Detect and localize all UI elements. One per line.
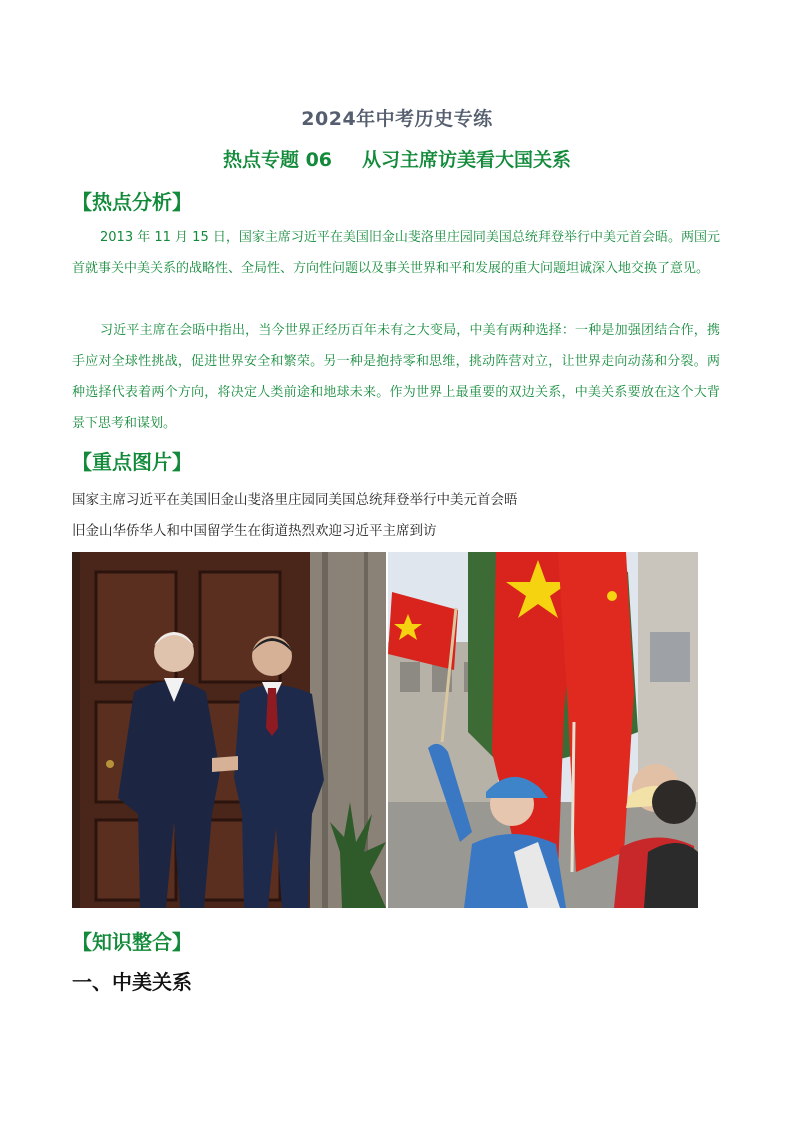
analysis-heading: 【热点分析】 — [72, 190, 192, 214]
document-title: 2024年中考历史专练 — [301, 108, 493, 130]
analysis-paragraph-2: 习近平主席在会晤中指出，当今世界正经历百年未有之大变局，中美有两种选择：一种是加强团结合作，携手应对全球性挑战，促进世界安全和繁荣。另一种是抱持零和思维，挑动阵营对立，让世界走向动荡和分裂。两种选择代表着两个方向，将决定人类前途和地球未来。作为世界上最重要的双边关系，中美关系要放在这个大背景下思考和谋划。 — [72, 323, 720, 431]
picture-caption-1: 国家主席习近平在美国旧金山斐洛里庄园同美国总统拜登举行中美元首会晤 — [72, 492, 518, 508]
topic-theme: 从习主席访美看大国关系 — [362, 149, 572, 171]
document-subtitle — [0, 145, 794, 172]
pictures-heading: 【重点图片】 — [72, 450, 192, 474]
section-title-china-us-relations: 一、中美关系 — [72, 970, 192, 994]
picture-caption-2: 旧金山华侨华人和中国留学生在街道热烈欢迎习近平主席到访 — [72, 523, 437, 539]
topic-number: 热点专题 06 — [222, 149, 333, 171]
photo-leaders-handshake — [72, 552, 386, 908]
knowledge-heading: 【知识整合】 — [72, 930, 192, 954]
photo-street-welcome-flags — [388, 552, 698, 908]
analysis-paragraph-1: 2013 年 11 月 15 日，国家主席习近平在美国旧金山斐洛里庄园同美国总统拜登举行中美元首会晤。两国元首就事关中美关系的战略性、全局性、方向性问题以及事关世界和平和发展的重大问题坦诚深入地交换了意见。 — [72, 230, 720, 276]
